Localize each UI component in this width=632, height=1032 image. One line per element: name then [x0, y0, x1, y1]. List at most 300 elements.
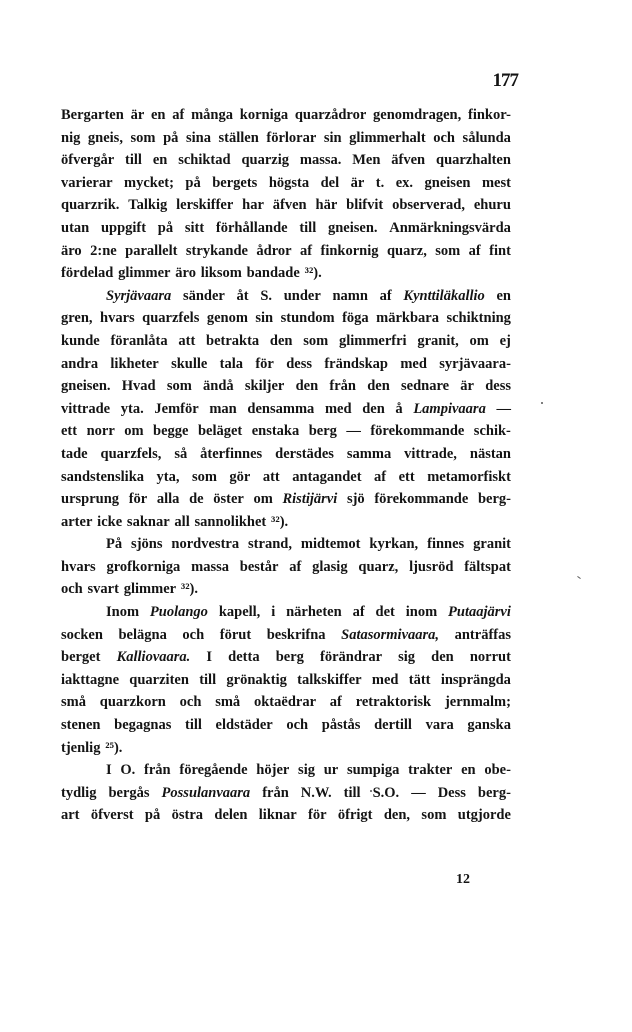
word: Lampivaara	[413, 400, 486, 417]
word: är	[350, 174, 365, 191]
word: sjöns	[131, 536, 163, 553]
print-speck	[577, 576, 581, 579]
word: gneisen	[424, 174, 471, 191]
word: och	[61, 581, 83, 598]
word: arter	[61, 513, 93, 530]
word: sig	[298, 762, 315, 779]
word: Possulanvaara	[161, 784, 251, 801]
word: alla	[156, 491, 180, 508]
word: finkornig	[320, 242, 379, 259]
word: så	[174, 445, 188, 462]
word: samma	[346, 445, 392, 462]
word: strykande	[185, 242, 248, 259]
word: med	[324, 400, 352, 417]
word: utan	[61, 219, 90, 236]
text-line	[61, 375, 511, 398]
word: vittrade,	[404, 445, 457, 462]
word: S.O.	[372, 784, 400, 801]
word: till	[199, 671, 217, 688]
word: quarzhalten	[436, 152, 511, 169]
text-line	[61, 217, 511, 240]
word: den	[367, 378, 390, 395]
word: blifvit	[346, 197, 384, 214]
text-line	[61, 737, 511, 760]
text-line	[61, 127, 511, 150]
text-line	[61, 149, 511, 172]
word: grönaktig	[226, 671, 287, 688]
word: belägna	[118, 626, 167, 643]
word: förhållande	[215, 219, 288, 236]
word: af	[352, 604, 365, 621]
word: med	[371, 671, 399, 688]
text-line	[61, 172, 511, 195]
text-line	[61, 398, 511, 421]
word: lerskiffer	[176, 197, 234, 214]
word: som	[191, 468, 217, 485]
word: af	[468, 242, 481, 259]
word: talkskiffer	[297, 671, 362, 688]
word: oktaëdrar	[253, 694, 316, 711]
word: till	[184, 717, 202, 734]
word: sig	[398, 649, 416, 666]
word: quarzfels	[142, 310, 200, 327]
word: S.	[260, 287, 273, 304]
word: östra	[171, 807, 204, 824]
word: sjö	[346, 491, 365, 508]
word: påstås	[321, 717, 361, 734]
word: ådror	[256, 242, 292, 259]
signature-mark: 12	[456, 872, 470, 887]
word: den	[431, 649, 454, 666]
word: här	[315, 197, 338, 214]
word: norrut	[469, 649, 511, 666]
text-line	[61, 285, 511, 308]
word: ej	[499, 332, 511, 349]
word: midtemot	[300, 536, 361, 553]
word: densamma	[247, 400, 315, 417]
text-line	[61, 669, 511, 692]
word: inom	[405, 604, 438, 621]
word: af	[329, 694, 342, 711]
text-line	[61, 714, 511, 737]
word: 2:ne	[90, 242, 117, 259]
word: sitt	[184, 219, 205, 236]
word: öfrigt	[337, 807, 373, 824]
word: äfven	[391, 152, 426, 169]
text-line	[61, 624, 511, 647]
word: stenen	[61, 717, 101, 734]
word: glasig	[312, 558, 348, 575]
word: del	[320, 174, 340, 191]
text-line	[61, 240, 511, 263]
word: parallelt	[125, 242, 178, 259]
word: all	[174, 513, 190, 530]
word: har	[242, 197, 264, 214]
word: gneis,	[87, 129, 123, 146]
word: korniga	[239, 107, 289, 123]
word: quarzig	[241, 152, 289, 169]
word: quarzkorn	[99, 694, 166, 711]
text-line	[61, 420, 511, 443]
word: förekommande	[374, 491, 469, 508]
word: att	[178, 332, 196, 349]
word: å	[395, 400, 403, 417]
word: Bergarten	[61, 107, 124, 123]
word: för	[255, 355, 274, 372]
word: antagandet	[292, 468, 362, 485]
word: vittrade	[61, 400, 111, 417]
word: gneisen.	[327, 219, 378, 236]
word: varierar	[61, 174, 113, 191]
word: nig	[61, 129, 81, 146]
word: frändskap	[324, 355, 388, 372]
word: vara	[425, 717, 454, 734]
word: nordvestra	[171, 536, 240, 553]
word: likheter	[110, 355, 159, 372]
word: märkbara	[376, 310, 439, 327]
word: är	[460, 378, 474, 395]
word: Syrjävaara	[106, 287, 172, 304]
word: Inom	[106, 604, 140, 621]
word: förekommande	[370, 423, 465, 440]
word: ganska	[467, 717, 511, 734]
word: quarziten	[129, 671, 189, 688]
word: från	[144, 762, 171, 779]
word: Talkig	[128, 197, 168, 214]
word: yta,	[156, 468, 180, 485]
text-line	[61, 804, 511, 827]
word: svart	[87, 581, 119, 598]
word: många	[191, 107, 233, 123]
word: berg-	[477, 491, 511, 508]
word: och	[433, 129, 455, 146]
word: föranlåta	[110, 332, 168, 349]
word: anträffas	[454, 626, 511, 643]
word: kapell,	[218, 604, 261, 621]
word: genom	[206, 310, 248, 327]
word: gren,	[61, 310, 93, 327]
word: sin	[323, 129, 342, 146]
word: består	[239, 558, 279, 575]
word: finkor-	[468, 107, 511, 123]
word: på	[144, 807, 161, 824]
word: insprängda	[440, 671, 511, 688]
text-line	[61, 601, 511, 624]
word: som	[435, 242, 461, 259]
word: kyrkan,	[369, 536, 419, 553]
word: Men	[352, 152, 381, 169]
word: Putaajärvi	[448, 604, 511, 621]
word: tätt	[408, 671, 431, 688]
word: dess	[286, 355, 312, 372]
word: delen	[214, 807, 248, 824]
page-number: 177	[492, 70, 518, 91]
word: sandstenslika	[61, 468, 145, 485]
word: —	[496, 400, 511, 417]
word: strand,	[248, 536, 292, 553]
word: af	[299, 242, 313, 259]
word: På	[106, 536, 123, 553]
word: bandade	[246, 265, 300, 282]
word: genomdragen,	[373, 107, 462, 123]
text-line	[61, 466, 511, 489]
word: Satasormivaara,	[341, 626, 440, 643]
word: tala	[219, 355, 244, 372]
word: dess	[485, 378, 511, 395]
word: fint	[489, 242, 511, 259]
word: quarz,	[358, 558, 399, 575]
word: om	[469, 332, 489, 349]
word: öfverst	[90, 807, 134, 824]
word: sänder	[182, 287, 225, 304]
word: berg	[308, 423, 337, 440]
word: tjenlig	[61, 739, 101, 756]
word: föregående	[179, 762, 248, 779]
word: stundom	[280, 310, 335, 327]
word: med	[400, 355, 427, 372]
word: mest	[481, 174, 511, 191]
word: ur	[323, 762, 339, 779]
word: öster	[213, 491, 244, 508]
word: som	[130, 129, 156, 146]
text-line	[61, 194, 511, 217]
word: ³²).	[304, 265, 322, 282]
word: schik-	[473, 423, 511, 440]
word: massa	[191, 558, 229, 575]
word: sina	[185, 129, 211, 146]
word: ställen	[218, 129, 259, 146]
word: yta.	[120, 400, 144, 417]
word: iakttagne	[61, 671, 119, 688]
word: det	[375, 604, 395, 621]
word: metamorfiskt	[427, 468, 511, 485]
word: af	[374, 468, 387, 485]
word: på	[157, 219, 174, 236]
word: förändrar	[319, 649, 382, 666]
word: bergås	[108, 784, 150, 801]
word: närheten	[286, 604, 342, 621]
word: i	[271, 604, 276, 621]
word: den	[295, 378, 319, 395]
word: Dess	[437, 784, 466, 801]
word: andra	[61, 355, 99, 372]
word: förlorar	[266, 129, 317, 146]
word: ursprung	[61, 491, 120, 508]
word: tydlig	[61, 784, 97, 801]
word: af	[379, 287, 392, 304]
word: glimmerhalt	[349, 129, 426, 146]
word: begge	[153, 423, 189, 440]
word: beskrifna	[266, 626, 326, 643]
word: för	[308, 807, 327, 824]
text-line	[61, 533, 511, 556]
word: är	[130, 107, 145, 123]
word: som	[421, 807, 447, 824]
word: från	[329, 378, 356, 395]
word: till	[125, 152, 142, 169]
word: fördelad	[61, 265, 114, 282]
word: Jemför	[154, 400, 199, 417]
word: till	[299, 219, 317, 236]
word: ett	[398, 468, 415, 485]
word: de	[189, 491, 204, 508]
word: af	[172, 107, 185, 123]
word: I	[106, 762, 112, 779]
word: icke	[97, 513, 123, 530]
word: art	[61, 807, 80, 824]
word: gör	[229, 468, 251, 485]
word: för	[128, 491, 148, 508]
word: —	[411, 784, 426, 801]
word: quarzfels,	[100, 445, 162, 462]
text-line	[61, 578, 511, 601]
word: högsta	[268, 174, 310, 191]
word: massa.	[299, 152, 342, 169]
word: ex.	[395, 174, 414, 191]
word: finnes	[427, 536, 465, 553]
word: detta	[228, 649, 260, 666]
word: hvars	[100, 310, 135, 327]
word: trakter	[408, 762, 453, 779]
word: saknar	[126, 513, 170, 530]
word: af	[289, 558, 302, 575]
word: schiktad	[178, 152, 231, 169]
word: små	[61, 694, 86, 711]
text-line	[61, 782, 511, 805]
word: N.W.	[300, 784, 332, 801]
word: I	[206, 649, 213, 666]
word: glimmer	[123, 581, 177, 598]
word: O.	[120, 762, 136, 779]
word: och	[179, 694, 202, 711]
word: enstaka	[251, 423, 300, 440]
word: —	[346, 423, 361, 440]
word: om	[124, 423, 144, 440]
word: obe-	[484, 762, 511, 779]
word: nästan	[469, 445, 511, 462]
word: quarzrik.	[61, 197, 120, 214]
word: Puolango	[149, 604, 208, 621]
word: kunde	[61, 332, 100, 349]
text-line	[61, 759, 511, 782]
word: glimmerfri	[338, 332, 407, 349]
word: berget	[61, 649, 101, 666]
word: om	[253, 491, 273, 508]
body-text	[61, 104, 511, 827]
text-line	[61, 443, 511, 466]
text-line	[61, 262, 511, 285]
word: sålunda	[462, 129, 511, 146]
word: Ristijärvi	[282, 491, 338, 508]
word: begagnas	[114, 717, 172, 734]
word: skiljer	[244, 378, 285, 395]
word: utgjorde	[457, 807, 511, 824]
print-speck	[541, 402, 543, 404]
word: att	[262, 468, 280, 485]
word: förut	[219, 626, 252, 643]
word: Hvad	[121, 378, 156, 395]
word: beläget	[197, 423, 243, 440]
word: ²⁵).	[105, 739, 123, 756]
word: ³²).	[180, 581, 199, 598]
text-line	[61, 307, 511, 330]
word: liksom	[200, 265, 242, 282]
word: en	[496, 287, 511, 304]
word: retraktorisk	[355, 694, 432, 711]
word: grofkorniga	[106, 558, 181, 575]
word: bergets	[212, 174, 258, 191]
word: ³²).	[271, 513, 289, 530]
word: den,	[383, 807, 411, 824]
text-line	[61, 353, 511, 376]
text-line	[61, 330, 511, 353]
word: äfven	[272, 197, 307, 214]
word: under	[283, 287, 321, 304]
word: åt	[236, 287, 249, 304]
word: en	[151, 107, 166, 123]
word: ändå	[203, 378, 234, 395]
word: gneisen.	[61, 378, 111, 395]
word: och	[286, 717, 309, 734]
word: quarzådror	[294, 107, 367, 123]
word: fältspat	[464, 558, 511, 575]
word: hvars	[61, 558, 96, 575]
word: den	[269, 332, 293, 349]
word: syrjävaara-	[439, 355, 511, 372]
word: norr	[86, 423, 115, 440]
word: på	[163, 129, 179, 146]
word: äro	[175, 265, 196, 282]
word: ett	[61, 423, 78, 440]
word: tade	[61, 445, 88, 462]
word: Anmärkningsvärda	[389, 219, 511, 236]
word: uppgift	[100, 219, 147, 236]
word: mycket;	[124, 174, 174, 191]
word: ljusröd	[409, 558, 454, 575]
text-line	[61, 511, 511, 534]
word: sannolikhet	[194, 513, 267, 530]
word: sumpiga	[346, 762, 400, 779]
word: sednare	[400, 378, 450, 395]
word: betrakta	[206, 332, 260, 349]
word: liknar	[258, 807, 297, 824]
word: små	[215, 694, 241, 711]
word: en	[152, 152, 168, 169]
word: berg	[275, 649, 304, 666]
word: och	[182, 626, 205, 643]
word: granit,	[417, 332, 459, 349]
text-line	[61, 556, 511, 579]
word: ehuru	[473, 197, 511, 214]
word: från	[262, 784, 289, 801]
word: namn	[332, 287, 368, 304]
word: berg-	[477, 784, 511, 801]
word: schiktning	[446, 310, 511, 327]
text-line	[61, 488, 511, 511]
text-line	[61, 646, 511, 669]
word: Kalliovaara.	[116, 649, 191, 666]
word: quarz,	[386, 242, 427, 259]
text-line	[61, 104, 511, 127]
word: höjer	[256, 762, 290, 779]
word: dertill	[374, 717, 412, 734]
word: glimmer	[118, 265, 171, 282]
word: Kynttiläkallio	[403, 287, 485, 304]
word: socken	[61, 626, 103, 643]
word: man	[209, 400, 237, 417]
print-speck	[370, 790, 372, 792]
word: äro	[61, 242, 82, 259]
